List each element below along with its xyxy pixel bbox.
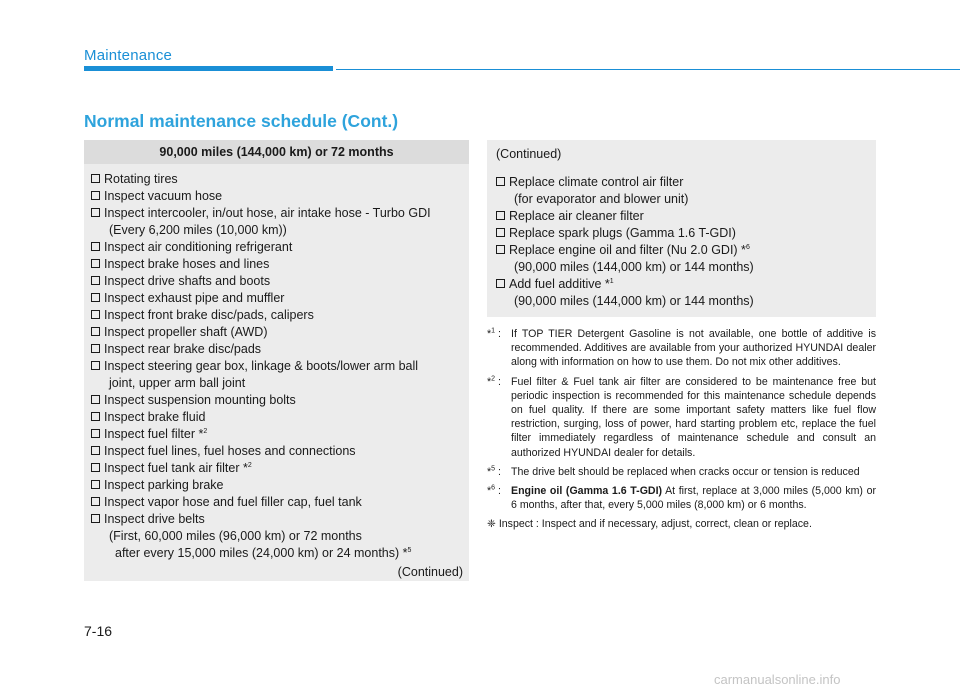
list-item-sub: (First, 60,000 miles (96,000 km) or 72 months [109,529,362,543]
list-item: Inspect propeller shaft (AWD) [91,324,469,341]
page-heading: Normal maintenance schedule (Cont.) [84,111,399,131]
schedule-panel-right [487,140,876,317]
list-item: Inspect fuel tank air filter *$^2$ [91,460,469,477]
footnote-ref: 1 [609,277,614,285]
list-item: Inspect drive belts [91,511,469,528]
list-item: Inspect vacuum hose [91,188,469,205]
checkbox-icon [496,245,505,254]
checkbox-icon [91,514,100,523]
footnote-ref: 2 [247,461,252,469]
footnotes [487,327,876,531]
list-item: Inspect intercooler, in/out hose, air intake hose - Turbo GDI [91,205,469,222]
list-item: Inspect fuel filter *$^2$ [91,426,469,443]
checkbox-icon [91,293,100,302]
list-item: Inspect brake hoses and lines [91,256,469,273]
footnote: *$^5$ :The drive belt should be replaced when cracks occur or tension is reduced [487,465,860,478]
checkbox-icon [91,310,100,319]
list-item: Rotating tires [91,171,469,188]
header-rule-thick [84,66,333,71]
schedule-list-right [487,163,876,310]
list-item: Add fuel additive *$^1$ [496,276,876,293]
page-number: 7-16 [84,623,113,639]
list-item: Inspect fuel lines, fuel hoses and connections [91,443,469,460]
checkbox-icon [496,211,505,220]
footnote: *$^1$ :If TOP TIER Detergent Gasoline is not available, one bottle of additive is recommended. Additives are available from your authorized HYUNDAI dealer along with information on how to use them. Do not mix other additives. [487,327,876,369]
list-item: Replace air cleaner filter [496,208,876,225]
checkbox-icon [91,242,100,251]
list-item: Inspect vapor hose and fuel filler cap, fuel tank [91,494,469,511]
checkbox-icon [91,361,100,370]
list-item: Inspect rear brake disc/pads [91,341,469,358]
checkbox-icon [91,429,100,438]
watermark: carmanualsonline.info [714,672,841,687]
section-title: Maintenance [84,47,173,64]
list-item: Inspect exhaust pipe and muffler [91,290,469,307]
footnote-ref: 5 [407,546,412,554]
list-item-sub: joint, upper arm ball joint [109,376,246,390]
list-item: Inspect front brake disc/pads, calipers [91,307,469,324]
checkbox-icon [91,446,100,455]
list-item-sub: (90,000 miles (144,000 km) or 144 months) [514,294,754,308]
list-item: Inspect brake fluid [91,409,469,426]
list-item-sub: after every 15,000 miles (24,000 km) or 24 months) *$^5$ [115,546,412,560]
footnote-ref: 6 [745,243,750,251]
list-item: Replace climate control air filter [496,174,876,191]
list-item: Replace engine oil and filter (Nu 2.0 GDI) *$^6$ [496,242,876,259]
list-item: Inspect suspension mounting bolts [91,392,469,409]
checkbox-icon [91,276,100,285]
schedule-panel-title: 90,000 miles (144,000 km) or 72 months [84,140,469,164]
checkbox-icon [91,463,100,472]
list-item-sub: (Every 6,200 miles (10,000 km)) [109,223,287,237]
checkbox-icon [91,412,100,421]
list-item: Inspect drive shafts and boots [91,273,469,290]
footnote: *$^2$ :Fuel filter & Fuel tank air filter are considered to be maintenance free but periodic inspection is recommended for this maintenance schedule depends on fuel quality. If there are some important safety matters like fuel flow restriction, surging, loss of power, hard starting problem etc, replace the fuel filter immediately regardless of maintenance schedule and consult an authorized HYUNDAI dealer for details. [487,375,876,459]
footnote: *$^6$ :Engine oil (Gamma 1.6 T-GDI) At first, replace at 3,000 miles (5,000 km) or 6 months, after that, every 5,000 miles (8,000 km) or 6 months. [487,484,877,512]
checkbox-icon [91,174,100,183]
schedule-list-left [84,164,469,562]
list-item-sub: (for evaporator and blower unit) [514,192,689,206]
checkbox-icon [496,177,505,186]
checkbox-icon [91,344,100,353]
checkbox-icon [496,279,505,288]
checkbox-icon [91,395,100,404]
list-item: Inspect steering gear box, linkage & boots/lower arm ball [91,358,469,375]
continued-label: (Continued) [397,565,463,579]
footnote-ref: 2 [203,427,208,435]
list-item-sub: (90,000 miles (144,000 km) or 144 months) [514,260,754,274]
checkbox-icon [91,191,100,200]
checkbox-icon [91,480,100,489]
checkbox-icon [496,228,505,237]
list-item: Inspect parking brake [91,477,469,494]
checkbox-icon [91,327,100,336]
checkbox-icon [91,208,100,217]
checkbox-icon [91,259,100,268]
continued-label: (Continued) [496,147,562,161]
checkbox-icon [91,497,100,506]
legend-note: ❈ Inspect : Inspect and if necessary, adjust, correct, clean or replace. [487,518,812,531]
list-item: Replace spark plugs (Gamma 1.6 T-GDI) [496,225,876,242]
schedule-panel-left [84,140,469,581]
list-item: Inspect air conditioning refrigerant [91,239,469,256]
header-rule-thin [336,69,960,70]
